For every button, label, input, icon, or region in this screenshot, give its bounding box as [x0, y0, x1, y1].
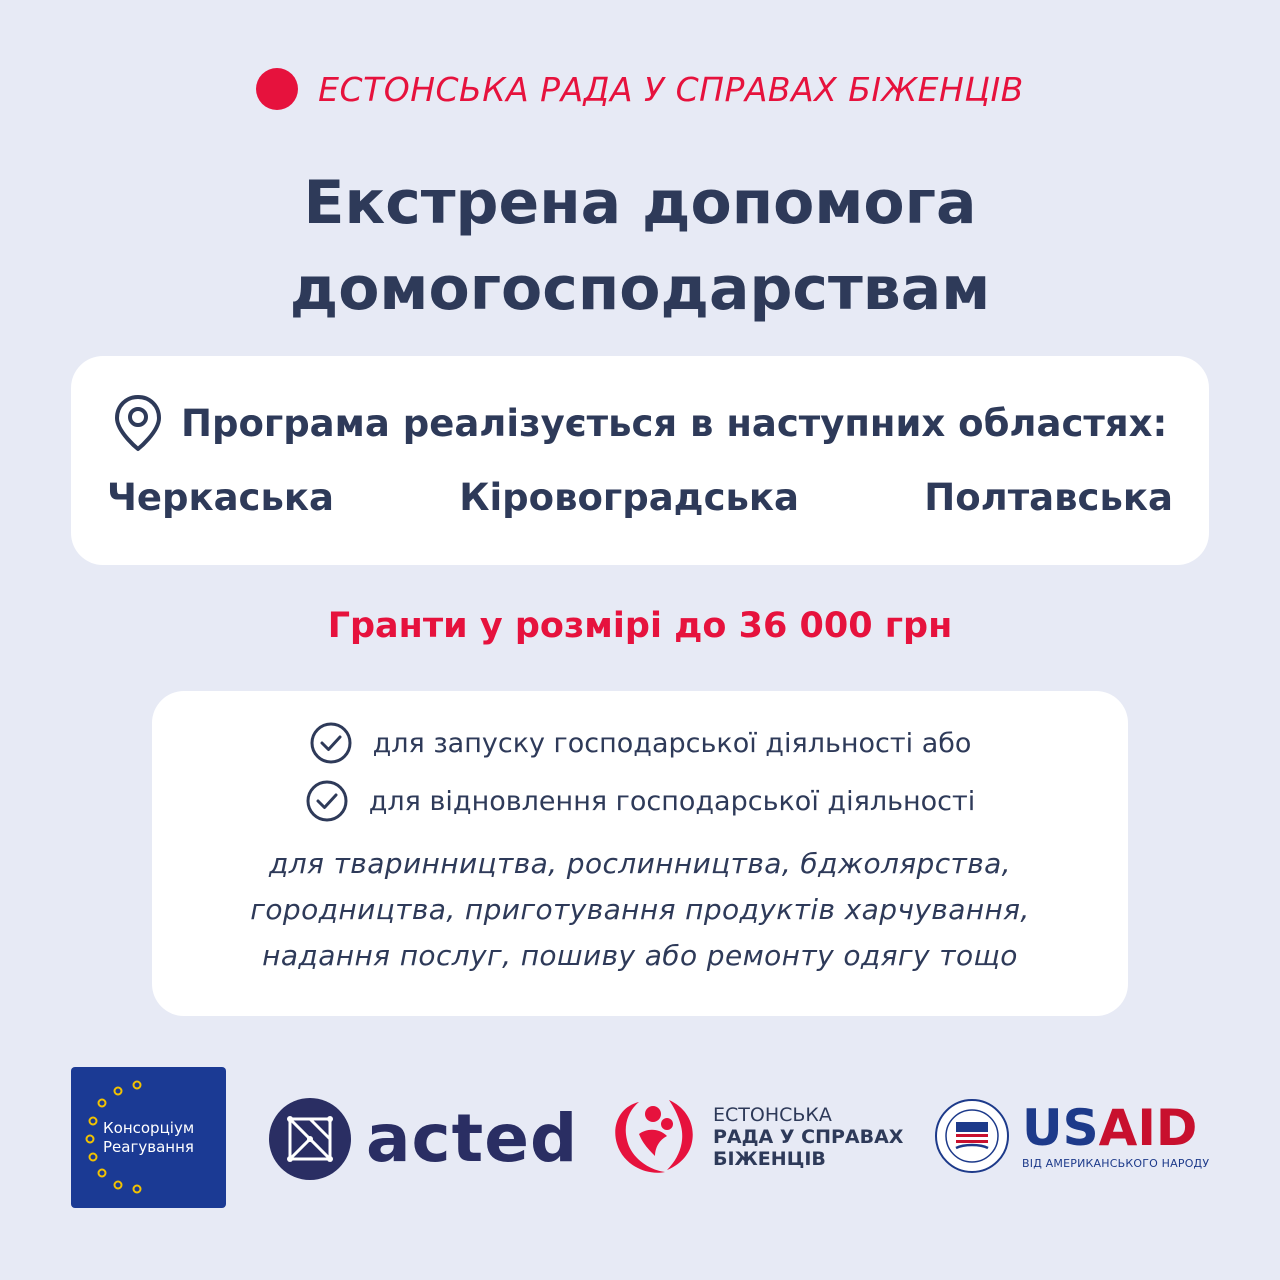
red-dot-icon — [256, 68, 298, 110]
regions-heading — [113, 394, 1167, 452]
erc-emblem-icon — [609, 1094, 699, 1180]
regions-list — [107, 476, 1173, 519]
regions-card — [71, 356, 1209, 565]
activities-note-line: городництва, приготування продуктів харчування, — [250, 893, 1030, 926]
activity-item — [152, 779, 1128, 823]
grant-amount: Гранти у розмірі до 36 000 грн — [327, 606, 953, 646]
consortium-logo — [71, 1067, 226, 1208]
erc-line-3: БІЖЕНЦІВ — [713, 1148, 826, 1170]
activities-note-line: для тваринництва, рослинництва, бджолярства, — [269, 847, 1011, 880]
page-title-line-1: Екстрена допомога — [303, 168, 977, 238]
erc-logo — [609, 1094, 903, 1180]
erc-line-1: ЕСТОНСЬКА — [713, 1104, 832, 1126]
usaid-seal-icon — [934, 1098, 1010, 1174]
org-header — [0, 68, 1280, 110]
erc-line-2: РАДА У СПРАВАХ — [713, 1126, 904, 1148]
org-name: ЕСТОНСЬКА РАДА У СПРАВАХ БІЖЕНЦІВ — [318, 69, 1024, 109]
usaid-wordmark-us: US — [1022, 1098, 1099, 1157]
consortium-line-2: Реагування — [103, 1138, 194, 1156]
usaid-wordmark — [1022, 1098, 1209, 1157]
acted-logo — [268, 1097, 578, 1181]
usaid-wordmark-aid: AID — [1098, 1098, 1198, 1157]
region-item: Черкаська — [107, 476, 334, 519]
activities-note-line: надання послуг, пошиву або ремонту одягу тощо — [262, 939, 1018, 972]
activity-item — [152, 721, 1128, 765]
regions-heading-text: Програма реалізується в наступних областях: — [181, 401, 1168, 445]
usaid-logo — [934, 1098, 1209, 1174]
activity-item-text: для відновлення господарської діяльності — [368, 785, 976, 817]
usaid-text — [1022, 1098, 1210, 1170]
region-item: Полтавська — [924, 476, 1173, 519]
region-item: Кіровоградська — [459, 476, 799, 519]
acted-logo-text: acted — [366, 1100, 579, 1177]
page-title — [0, 160, 1280, 332]
consortium-line-1: Консорціум — [103, 1119, 195, 1137]
usaid-subtitle: ВІД АМЕРИКАНСЬКОГО НАРОДУ — [1022, 1156, 1210, 1170]
page-title-line-2: домогосподарствам — [289, 254, 991, 324]
check-circle-icon — [309, 721, 353, 765]
activities-card — [152, 691, 1128, 1016]
map-pin-icon — [113, 394, 163, 452]
erc-logo-text — [713, 1104, 903, 1170]
activity-item-text: для запуску господарської діяльності або — [372, 727, 972, 759]
activities-note — [152, 841, 1128, 979]
consortium-logo-text — [103, 1119, 194, 1157]
check-circle-icon — [305, 779, 349, 823]
acted-emblem-icon — [268, 1097, 352, 1181]
